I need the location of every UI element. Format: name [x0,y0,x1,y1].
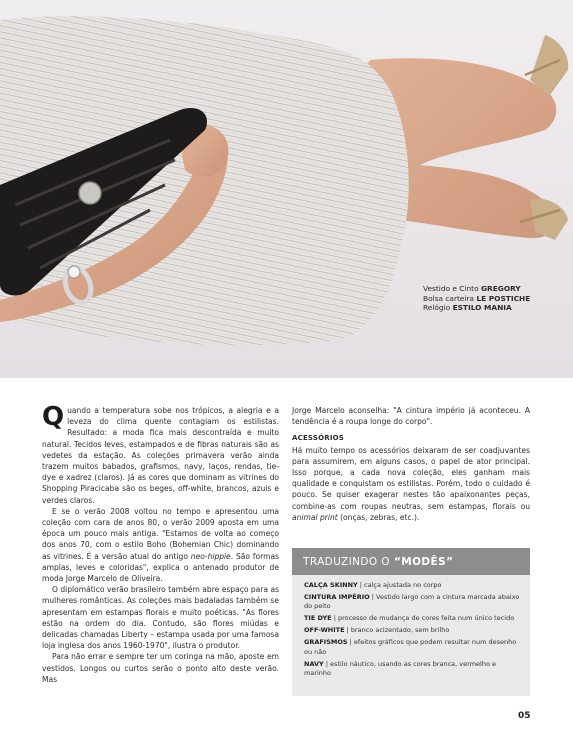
article-paragraph: Jorge Marcelo aconselha: "A cintura império já aconteceu. A tendência é a roupa longe do corpo". [292,406,530,427]
glossary-list [292,575,530,679]
section-subhead: ACESSÓRIOS [292,434,345,443]
credit-line: Bolsa carteira LE POSTICHE [423,293,531,303]
glossary-item: CALÇA SKINNY | calça ajustada no corpo [304,581,442,589]
article-column-1 [42,402,280,685]
glossary-item: GRAFISMOS | efeitos gráficos que podem resultar num desenho ou não [304,638,517,656]
glossary-item: OFF-WHITE | branco acizentado, sem brilho [304,626,450,635]
photo-credits [423,284,530,313]
credit-line: Vestido e Cinto GREGORY [423,284,521,293]
drop-cap: Q [42,402,65,432]
article-paragraph: E se o verão 2008 voltou no tempo e apresentou uma coleção com cara de anos 80, o verão 2009 aposta em uma época um pouco mais antiga. "Estamos de volta ao começo dos anos 70, com o estilo Boho (Bohemian Chic) dominando as vitrines. É a versão atual do antigo neo-hippie. São formas amplas, leves e coloridas", explica o antenado produtor de moda Jorge Marcelo de Oliveira. [42,506,280,584]
glossary-item: CINTURA IMPÉRIO | Vestido largo com a cintura marcada abaixo do peito [304,592,520,611]
article-paragraph: O diplomático verão brasileiro também abre espaço para as mulheres românticas. As coleções mais badaladas também se apresentam em estampas florais e muito poéticas. "As flores estão na ordem do dia. Contudo, são flores miúdas e delicadas chamadas Liberty – estampa usada por uma famosa loja inglesa dos anos 1960-1970", ilustra o produtor. [42,585,279,651]
credit-line: Relógio ESTILO MANIA [423,303,512,313]
page-number: 05 [518,711,531,721]
article-paragraph: Há muito tempo os acessórios deixaram de ser coadjuvantes para assumirem, em alguns casos, o papel de ator principal. Isso porque, a cada nova coleção, eles ganham mais qualidade e conquistam os estilistas. Porém, todo o cuidado é pouco. Se quiser exagerar nestes tão apaixonantes peças, combine-as com roupas neutras, sem estampas, florais ou animal print (onças, zebras, etc.). [292,445,530,522]
article-column-2 [292,405,530,523]
article-paragraph: Quando a temperatura sobe nos trópicos, a alegria e a leveza do clima quente contagiam os estilistas. Resultado: a moda fica mais descontraída e muito natural. Tecidos leves, estampados e de fibras naturais são as vedetes da estação. As coleções primavera verão ainda trazem muitos babados, grafismos, navy, laços, rendas, tie-dye e xadrez (claros). Já as cores que dominam as vitrines do Shopping Piracicaba são os beges, off-white, brancos, azuis e verdes claros. [42,402,279,505]
glossary-title: TRADUZINDO O “MODÊS” [292,548,530,575]
article-paragraph: Para não errar e sempre ter um coringa na mão, aposte em vestidos. Longos ou curtos serão o ponto alto deste verão. Mas [42,652,279,684]
glossary-item: NAVY | estilo náutico, usando as cores branca, vermelho e marinho [304,659,496,678]
glossary-item: TIE DYE | processo de mudança de cores feita num único tecido [304,614,515,623]
glossary-box [292,548,530,696]
